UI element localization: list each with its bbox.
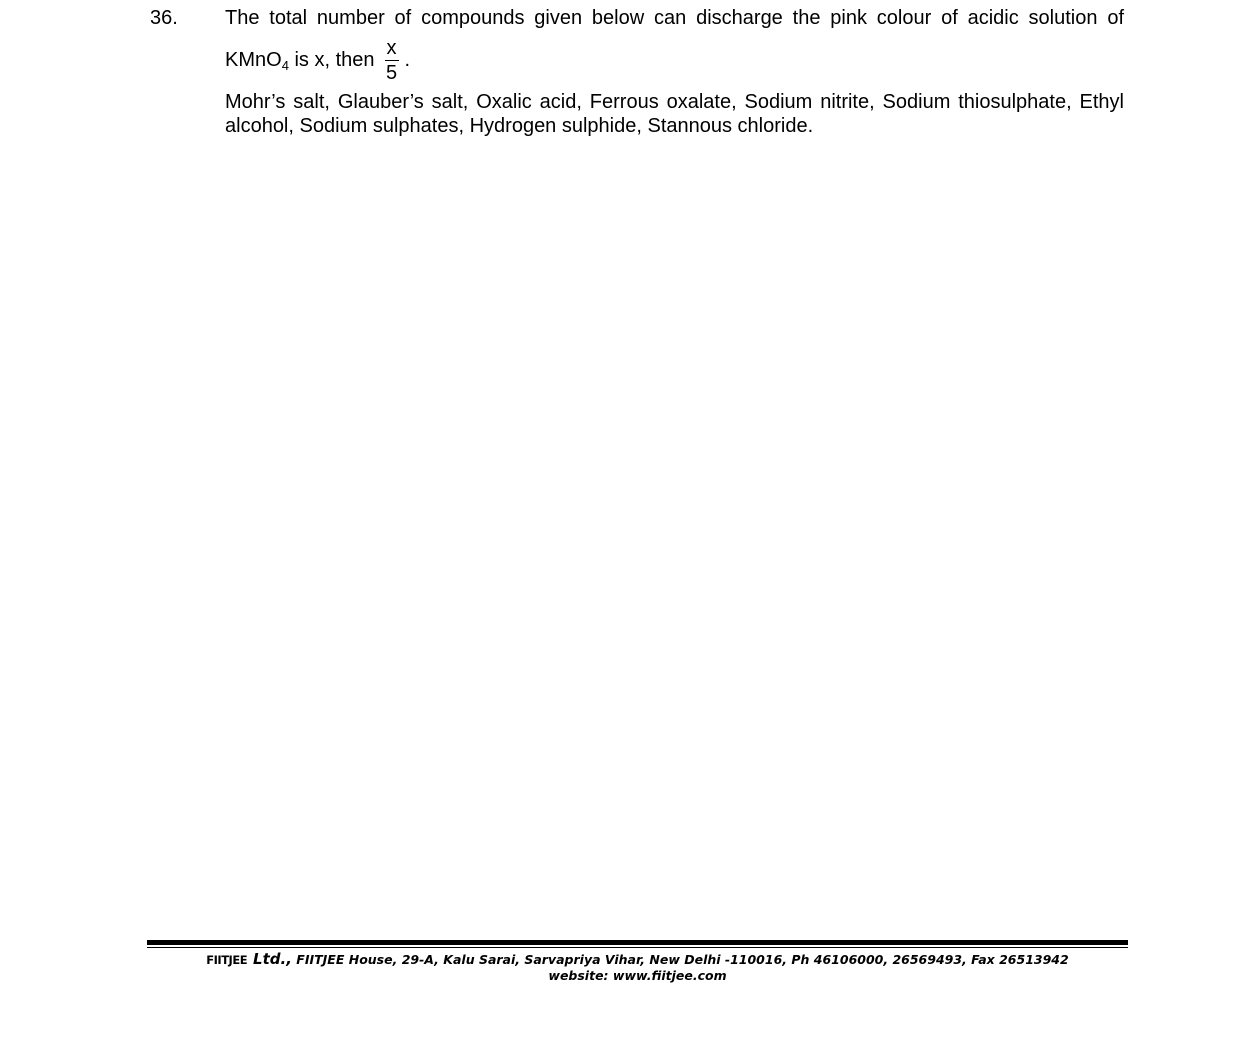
question-text-is-x: is x, then: [288, 49, 375, 71]
question-line2-end: .: [404, 49, 411, 71]
footer-rule-thin: [147, 947, 1128, 948]
footer-address: FIITJEE House, 29-A, Kalu Sarai, Sarvapriya Vihar, New Delhi -110016, Ph 46106000, 26569493, Fax 26513942: [296, 952, 1069, 967]
fraction-x-over-5: [385, 36, 399, 85]
question-text-line1: The total number of compounds given below can discharge the pink colour of acidic solution of: [225, 7, 1124, 29]
formula-kmno4: [225, 48, 289, 72]
question-text-line2: [225, 30, 1124, 90]
footer: [147, 951, 1128, 984]
footer-website: website: www.fiitjee.com: [548, 968, 727, 983]
fraction-numerator: x: [386, 36, 397, 59]
footer-company: Ltd.,: [253, 950, 292, 968]
fraction-denominator: 5: [385, 61, 398, 84]
compound-list: Mohr’s salt, Glauber’s salt, Oxalic acid, Ferrous oxalate, Sodium nitrite, Sodium thiosulphate, Ethyl alcohol, Sodium sulphates, Hydrogen sulphide, Stannous chloride.: [225, 91, 1124, 137]
footer-address-line: [147, 951, 1128, 968]
question-number: 36.: [150, 7, 178, 29]
footer-divider: [147, 940, 1128, 948]
formula-subscript: 4: [281, 58, 289, 73]
footer-brand-logo: FIITJEE: [206, 953, 248, 967]
question-body: [225, 6, 1124, 138]
footer-rule-thick: [147, 940, 1128, 945]
formula-base: KMnO: [225, 49, 282, 71]
